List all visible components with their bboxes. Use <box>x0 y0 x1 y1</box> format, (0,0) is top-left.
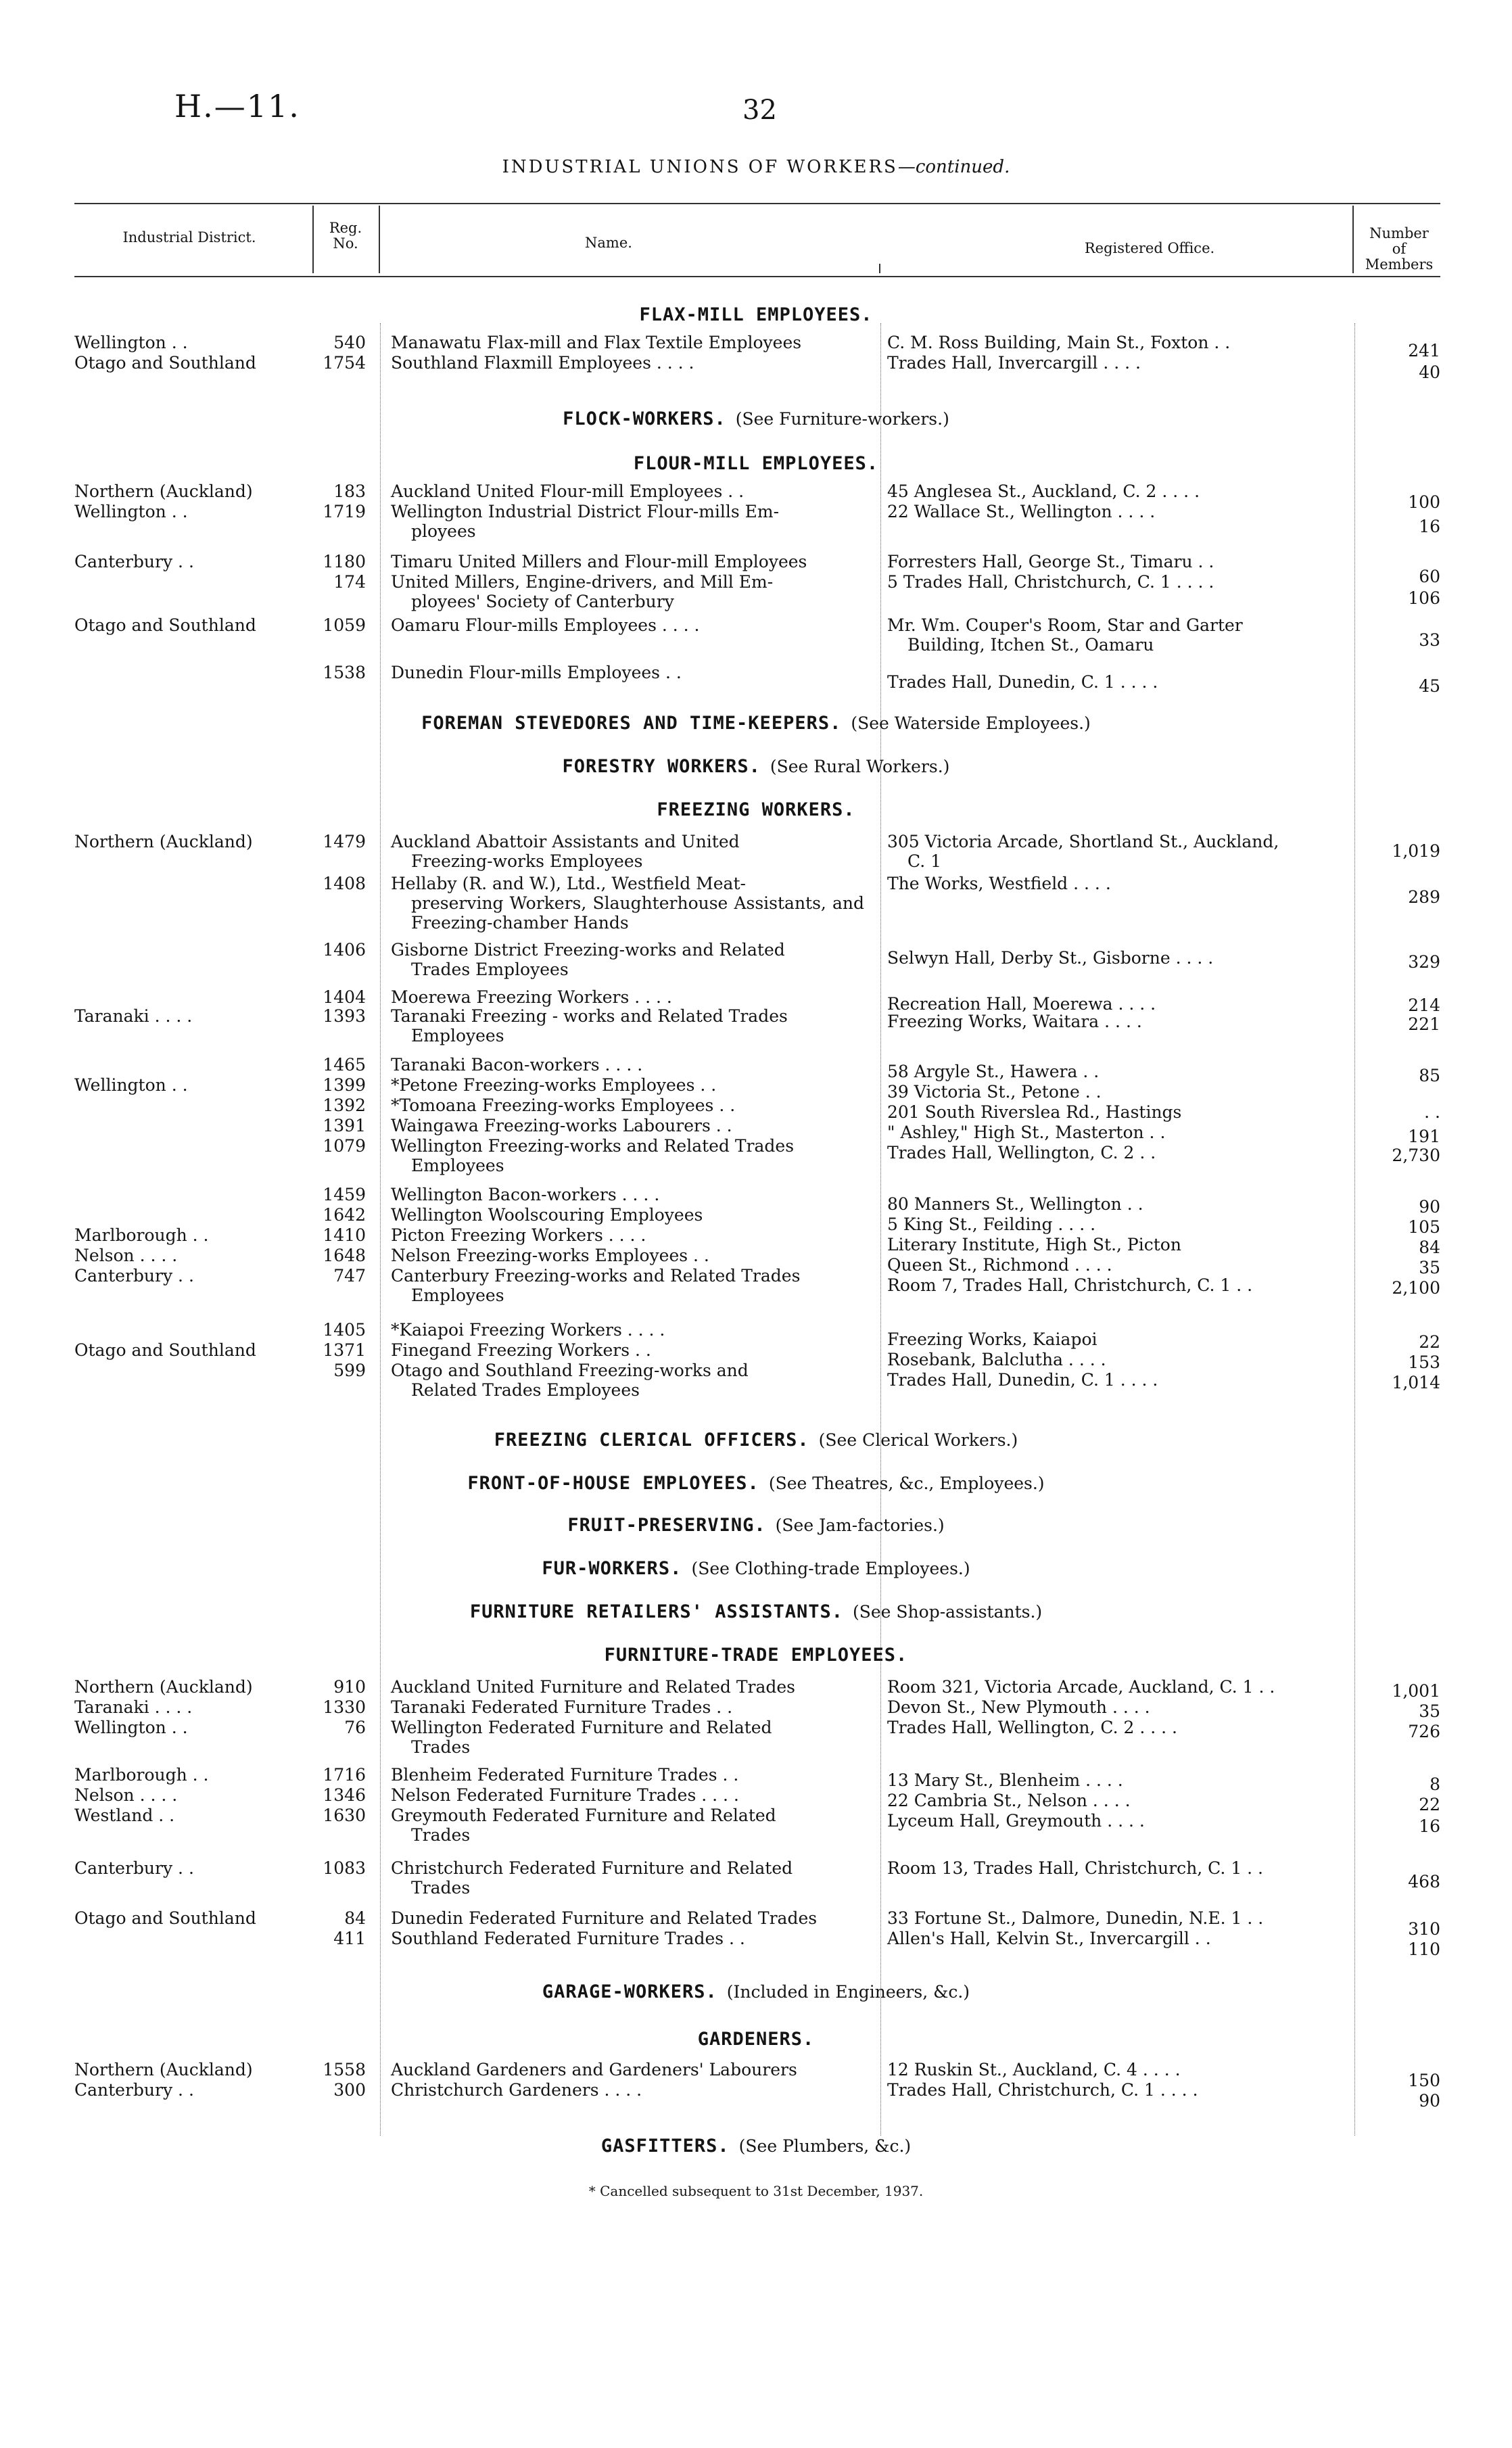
cell-district: Wellington . . <box>74 1075 188 1095</box>
name-line: Christchurch Federated Furniture and Related <box>391 1858 793 1878</box>
section-fur-workers <box>0 1558 1512 1579</box>
cell-name <box>391 502 864 541</box>
cell-members: 100 <box>1408 492 1440 512</box>
section-note: (See Rural Workers.) <box>770 757 950 776</box>
cell-office: Devon St., New Plymouth . . . . <box>887 1697 1150 1717</box>
cell-name <box>391 1806 864 1845</box>
section-freezing-clerical <box>0 1430 1512 1451</box>
column-rule <box>1354 323 1355 2136</box>
col-header-members-line: of <box>1392 241 1407 257</box>
office-line: 305 Victoria Arcade, Shortland St., Auckland, <box>887 832 1279 851</box>
section-front-of-house <box>0 1473 1512 1494</box>
cell-reg: 1391 <box>323 1116 366 1135</box>
cell-members: 150 <box>1408 2071 1440 2090</box>
cell-reg: 84 <box>344 1908 366 1928</box>
cell-members: 90 <box>1419 2091 1440 2111</box>
cell-members: 60 <box>1419 567 1440 586</box>
cell-members: 16 <box>1419 1816 1440 1836</box>
section-note: (See Shop-assistants.) <box>853 1602 1043 1622</box>
cell-members: 16 <box>1419 517 1440 536</box>
section-note: (See Theatres, &c., Employees.) <box>768 1474 1045 1493</box>
cell-office: 39 Victoria St., Petone . . <box>887 1082 1102 1102</box>
name-line: Canterbury Freezing-works and Related Trades <box>391 1266 801 1286</box>
header-bottom-rule <box>74 276 1440 277</box>
cell-name: Nelson Federated Furniture Trades . . . . <box>391 1785 739 1805</box>
cell-members: 241 <box>1408 341 1440 360</box>
cell-reg: 183 <box>333 481 366 501</box>
cell-reg: 1404 <box>323 987 366 1007</box>
name-continuation: ployees' Society of Canterbury <box>411 592 674 611</box>
cell-name: *Kaiapoi Freezing Workers . . . . <box>391 1320 665 1340</box>
cell-office: Freezing Works, Kaiapoi <box>887 1329 1097 1349</box>
cell-office: Forresters Hall, George St., Timaru . . <box>887 552 1214 571</box>
cell-members: 1,001 <box>1392 1681 1440 1701</box>
page-number: 32 <box>742 95 777 126</box>
cell-name: Moerewa Freezing Workers . . . . <box>391 987 672 1007</box>
cell-members: 2,730 <box>1392 1146 1440 1165</box>
cell-reg: 540 <box>333 333 366 352</box>
cell-district: Northern (Auckland) <box>74 1677 253 1697</box>
cell-office: Selwyn Hall, Derby St., Gisborne . . . . <box>887 948 1214 968</box>
section-note: (See Plumbers, &c.) <box>738 2136 912 2156</box>
column-rule <box>380 323 381 2136</box>
cell-members: 35 <box>1419 1701 1440 1721</box>
cell-reg: 76 <box>344 1718 366 1737</box>
name-line: Taranaki Freezing - works and Related Trades <box>391 1006 788 1026</box>
cell-name: Dunedin Flour-mills Employees . . <box>391 663 682 682</box>
cell-district: Nelson . . . . <box>74 1246 178 1265</box>
section-title: FLOCK-WORKERS. <box>563 408 726 429</box>
cell-reg: 1648 <box>323 1246 366 1265</box>
cell-name <box>391 1136 864 1175</box>
cell-office: Trades Hall, Dunedin, C. 1 . . . . <box>887 1370 1158 1390</box>
cell-name <box>391 1006 864 1045</box>
cell-office: Literary Institute, High St., Picton <box>887 1235 1181 1254</box>
section-title: GARDENERS. <box>697 2029 815 2050</box>
section-gasfitters <box>0 2136 1512 2157</box>
cell-name <box>391 874 864 933</box>
cell-members: 40 <box>1419 362 1440 382</box>
cell-members: 468 <box>1408 1872 1440 1891</box>
title-main: INDUSTRIAL UNIONS OF WORKERS <box>502 157 898 177</box>
cell-members: 289 <box>1408 887 1440 907</box>
cell-reg: 411 <box>333 1929 366 1948</box>
cell-reg: 1410 <box>323 1225 366 1245</box>
footnote: * Cancelled subsequent to 31st December, 1937. <box>588 2183 924 2199</box>
cell-office: 33 Fortune St., Dalmore, Dunedin, N.E. 1 . . <box>887 1908 1264 1928</box>
cell-office: Trades Hall, Christchurch, C. 1 . . . . <box>887 2080 1198 2100</box>
name-continuation: Employees <box>411 1026 504 1045</box>
name-continuation: Freezing-works Employees <box>411 851 643 871</box>
cell-members: . . <box>1424 1102 1440 1122</box>
cell-members: 2,100 <box>1392 1278 1440 1298</box>
name-continuation: Employees <box>411 1286 504 1305</box>
cell-name <box>391 1718 864 1757</box>
cell-members: 22 <box>1419 1795 1440 1814</box>
header-divider <box>379 206 380 273</box>
cell-name: Wellington Bacon-workers . . . . <box>391 1185 660 1204</box>
section-fruit-preserving <box>0 1515 1512 1536</box>
cell-reg: 1459 <box>323 1185 366 1204</box>
cell-office: Room 321, Victoria Arcade, Auckland, C. 1 . . <box>887 1677 1275 1697</box>
cell-district: Canterbury . . <box>74 2080 194 2100</box>
office-continuation: C. 1 <box>907 851 942 871</box>
cell-members: 153 <box>1408 1352 1440 1372</box>
cell-name <box>391 572 864 611</box>
cell-reg: 1392 <box>323 1096 366 1115</box>
cell-name: *Petone Freezing-works Employees . . <box>391 1075 717 1095</box>
cell-name: Nelson Freezing-works Employees . . <box>391 1246 709 1265</box>
cell-name: Southland Flaxmill Employees . . . . <box>391 353 694 373</box>
cell-members: 221 <box>1408 1014 1440 1034</box>
cell-office: 5 King St., Feilding . . . . <box>887 1215 1096 1234</box>
cell-name: *Tomoana Freezing-works Employees . . <box>391 1096 736 1115</box>
cell-name: Manawatu Flax-mill and Flax Textile Employees <box>391 333 802 352</box>
cell-office: 12 Ruskin St., Auckland, C. 4 . . . . <box>887 2060 1181 2079</box>
cell-district: Northern (Auckland) <box>74 2060 253 2079</box>
name-line: Greymouth Federated Furniture and Related <box>391 1806 776 1825</box>
col-header-reg-line: No. <box>333 235 358 252</box>
header-divider <box>1352 206 1354 273</box>
cell-office: C. M. Ross Building, Main St., Foxton . . <box>887 333 1231 352</box>
cell-district: Canterbury . . <box>74 1266 194 1286</box>
cell-office: Room 7, Trades Hall, Christchurch, C. 1 . . <box>887 1275 1253 1295</box>
section-title: FLAX-MILL EMPLOYEES. <box>639 304 873 325</box>
cell-reg: 1405 <box>323 1320 366 1340</box>
cell-district: Otago and Southland <box>74 615 256 635</box>
cell-district: Marlborough . . <box>74 1225 209 1245</box>
section-garage-workers <box>0 1981 1512 2002</box>
cell-reg: 1630 <box>323 1806 366 1825</box>
section-gardeners <box>0 2029 1512 2050</box>
cell-name <box>391 1361 864 1400</box>
cell-district: Northern (Auckland) <box>74 832 253 851</box>
name-continuation: Employees <box>411 1156 504 1175</box>
cell-office: Freezing Works, Waitara . . . . <box>887 1012 1142 1031</box>
name-continuation: Trades Employees <box>411 960 569 979</box>
cell-reg: 1558 <box>323 2060 366 2079</box>
cell-members: 45 <box>1419 676 1440 696</box>
section-title: GASFITTERS. <box>600 2136 730 2157</box>
section-note: (See Jam-factories.) <box>775 1515 945 1535</box>
cell-members: 310 <box>1408 1919 1440 1939</box>
col-header-members-line: Members <box>1365 256 1434 273</box>
cell-reg: 747 <box>333 1266 366 1286</box>
cell-office: Queen St., Richmond . . . . <box>887 1255 1112 1275</box>
cell-members: 33 <box>1419 630 1440 650</box>
section-furniture-retailers <box>0 1601 1512 1622</box>
cell-members: 1,019 <box>1392 841 1440 861</box>
col-header-reg <box>315 220 376 252</box>
cell-name: Oamaru Flour-mills Employees . . . . <box>391 615 700 635</box>
cell-office: Room 13, Trades Hall, Christchurch, C. 1 . . <box>887 1858 1264 1878</box>
section-freezing-workers <box>0 799 1512 820</box>
cell-members: 105 <box>1408 1217 1440 1237</box>
cell-office: Trades Hall, Wellington, C. 2 . . . . <box>887 1718 1177 1737</box>
section-title: FRUIT-PRESERVING. <box>567 1515 766 1536</box>
title-continued: —continued. <box>897 157 1010 177</box>
cell-office: 22 Wallace St., Wellington . . . . <box>887 502 1156 521</box>
cell-members: 85 <box>1419 1066 1440 1085</box>
cell-reg: 1399 <box>323 1075 366 1095</box>
cell-office: 13 Mary St., Blenheim . . . . <box>887 1770 1123 1790</box>
cell-reg: 1180 <box>323 552 366 571</box>
cell-name: Christchurch Gardeners . . . . <box>391 2080 642 2100</box>
cell-district: Wellington . . <box>74 333 188 352</box>
col-header-members-line: Number <box>1369 225 1429 241</box>
cell-reg: 1393 <box>323 1006 366 1026</box>
name-line: Auckland Abattoir Assistants and United <box>391 832 740 851</box>
cell-members: 84 <box>1419 1238 1440 1257</box>
cell-office: " Ashley," High St., Masterton . . <box>887 1123 1166 1142</box>
cell-members: 329 <box>1408 952 1440 972</box>
cell-reg: 1642 <box>323 1205 366 1225</box>
cell-district: Wellington . . <box>74 1718 188 1737</box>
cell-district: Westland . . <box>74 1806 175 1825</box>
cell-district: Marlborough . . <box>74 1765 209 1785</box>
cell-name: Taranaki Bacon-workers . . . . <box>391 1055 643 1075</box>
cell-members: 8 <box>1430 1774 1440 1794</box>
cell-reg: 1479 <box>323 832 366 851</box>
cell-members: 110 <box>1408 1939 1440 1959</box>
cell-members: 726 <box>1408 1722 1440 1741</box>
cell-reg: 1059 <box>323 615 366 635</box>
name-line: Wellington Industrial District Flour-mills Em- <box>391 502 780 521</box>
section-flour-mill <box>0 453 1512 474</box>
cell-members: 214 <box>1408 995 1440 1015</box>
column-rule <box>880 323 881 2136</box>
cell-reg: 1083 <box>323 1858 366 1878</box>
cell-name: Auckland Gardeners and Gardeners' Labourers <box>391 2060 797 2079</box>
cell-district: Taranaki . . . . <box>74 1697 193 1717</box>
cell-name <box>391 1266 864 1305</box>
cell-members: 191 <box>1408 1127 1440 1146</box>
cell-reg: 599 <box>333 1361 366 1380</box>
name-line: United Millers, Engine-drivers, and Mill Em- <box>391 572 774 592</box>
name-continuation: preserving Workers, Slaughterhouse Assistants, and Freezing-chamber Hands <box>411 893 864 933</box>
section-title: FUR-WORKERS. <box>542 1558 682 1579</box>
cell-office: Trades Hall, Wellington, C. 2 . . <box>887 1143 1156 1162</box>
section-title: FURNITURE RETAILERS' ASSISTANTS. <box>469 1601 843 1622</box>
cell-name <box>391 940 864 979</box>
cell-reg: 1079 <box>323 1136 366 1156</box>
cell-office: 5 Trades Hall, Christchurch, C. 1 . . . . <box>887 572 1214 592</box>
cell-members: 22 <box>1419 1332 1440 1352</box>
name-continuation: Trades <box>411 1825 471 1845</box>
section-title: FREEZING CLERICAL OFFICERS. <box>494 1430 809 1451</box>
cell-name: Picton Freezing Workers . . . . <box>391 1225 646 1245</box>
col-header-reg-line: Reg. <box>329 220 362 236</box>
cell-district: Wellington . . <box>74 502 188 521</box>
cell-reg: 910 <box>333 1677 366 1697</box>
office-line: Mr. Wm. Couper's Room, Star and Garter <box>887 615 1243 635</box>
cell-reg: 1754 <box>323 353 366 373</box>
cell-district: Canterbury . . <box>74 552 194 571</box>
office-continuation: Building, Itchen St., Oamaru <box>907 635 1154 655</box>
cell-members: 1,014 <box>1392 1373 1440 1392</box>
section-flock-workers <box>0 408 1512 429</box>
col-header-office: Registered Office. <box>1084 240 1215 256</box>
cell-name: Taranaki Federated Furniture Trades . . <box>391 1697 733 1717</box>
section-title: FORESTRY WORKERS. <box>562 756 761 777</box>
header-divider <box>312 206 314 273</box>
cell-reg: 174 <box>333 572 366 592</box>
cell-office: Trades Hall, Dunedin, C. 1 . . . . <box>887 672 1158 692</box>
cell-office: Allen's Hall, Kelvin St., Invercargill . . <box>887 1929 1211 1948</box>
section-title: FRONT-OF-HOUSE EMPLOYEES. <box>467 1473 759 1494</box>
cell-name: Blenheim Federated Furniture Trades . . <box>391 1765 739 1785</box>
section-title: FURNITURE-TRADE EMPLOYEES. <box>604 1645 908 1666</box>
cell-reg: 1330 <box>323 1697 366 1717</box>
cell-office: 45 Anglesea St., Auckland, C. 2 . . . . <box>887 481 1200 501</box>
name-line: Hellaby (R. and W.), Ltd., Westfield Meat- <box>391 874 746 893</box>
cell-district: Otago and Southland <box>74 353 256 373</box>
name-continuation: ployees <box>411 521 476 541</box>
name-line: Wellington Freezing-works and Related Trades <box>391 1136 795 1156</box>
cell-office: Recreation Hall, Moerewa . . . . <box>887 994 1156 1014</box>
cell-district: Otago and Southland <box>74 1340 256 1360</box>
name-line: Wellington Federated Furniture and Related <box>391 1718 772 1737</box>
cell-office: Rosebank, Balclutha . . . . <box>887 1350 1106 1369</box>
cell-reg: 1716 <box>323 1765 366 1785</box>
section-flax-mill <box>0 304 1512 325</box>
section-note: (See Furniture-workers.) <box>735 409 949 429</box>
cell-name: Auckland United Flour-mill Employees . . <box>391 481 745 501</box>
section-title: FOREMAN STEVEDORES AND TIME-KEEPERS. <box>421 713 842 734</box>
col-header-district: Industrial District. <box>122 229 256 245</box>
cell-name <box>391 1858 864 1898</box>
cell-name: Finegand Freezing Workers . . <box>391 1340 651 1360</box>
cell-members: 106 <box>1408 588 1440 608</box>
page-title <box>0 157 1512 177</box>
col-header-members <box>1355 226 1443 273</box>
section-forestry-workers <box>0 756 1512 777</box>
section-furniture-trade <box>0 1645 1512 1666</box>
cell-name: Auckland United Furniture and Related Trades <box>391 1677 795 1697</box>
cell-office: Trades Hall, Invercargill . . . . <box>887 353 1141 373</box>
cell-reg: 1406 <box>323 940 366 960</box>
name-line: Gisborne District Freezing-works and Related <box>391 940 785 960</box>
cell-district: Nelson . . . . <box>74 1785 178 1805</box>
cell-name: Wellington Woolscouring Employees <box>391 1205 703 1225</box>
cell-district: Taranaki . . . . <box>74 1006 193 1026</box>
cell-office: 58 Argyle St., Hawera . . <box>887 1062 1100 1081</box>
cell-reg: 300 <box>333 2080 366 2100</box>
cell-office <box>887 832 1347 871</box>
cell-office <box>887 615 1347 655</box>
cell-name <box>391 832 864 871</box>
cell-district: Canterbury . . <box>74 1858 194 1878</box>
section-foreman-stevedores <box>0 713 1512 734</box>
section-title: GARAGE-WORKERS. <box>542 1981 717 2002</box>
section-note: (Included in Engineers, &c.) <box>726 1982 970 2002</box>
col-header-name: Name. <box>585 235 632 251</box>
name-line: Otago and Southland Freezing-works and <box>391 1361 749 1380</box>
section-title: FREEZING WORKERS. <box>657 799 855 820</box>
cell-reg: 1371 <box>323 1340 366 1360</box>
cell-reg: 1346 <box>323 1785 366 1805</box>
cell-office: 201 South Riverslea Rd., Hastings <box>887 1102 1182 1122</box>
cell-name: Waingawa Freezing-works Labourers . . <box>391 1116 732 1135</box>
cell-members: 90 <box>1419 1197 1440 1217</box>
cell-reg: 1719 <box>323 502 366 521</box>
section-note: (See Clerical Workers.) <box>818 1430 1018 1450</box>
cell-district: Northern (Auckland) <box>74 481 253 501</box>
cell-office: 80 Manners St., Wellington . . <box>887 1194 1143 1214</box>
name-continuation: Related Trades Employees <box>411 1380 640 1400</box>
cell-office: Lyceum Hall, Greymouth . . . . <box>887 1811 1145 1831</box>
name-continuation: Trades <box>411 1878 471 1898</box>
section-note: (See Waterside Employees.) <box>851 713 1091 733</box>
section-title: FLOUR-MILL EMPLOYEES. <box>633 453 879 474</box>
header-divider <box>879 264 880 273</box>
cell-reg: 1465 <box>323 1055 366 1075</box>
cell-name: Southland Federated Furniture Trades . . <box>391 1929 745 1948</box>
cell-name: Timaru United Millers and Flour-mill Employees <box>391 552 807 571</box>
cell-name: Dunedin Federated Furniture and Related Trades <box>391 1908 818 1928</box>
cell-office: The Works, Westfield . . . . <box>887 874 1111 893</box>
cell-reg: 1408 <box>323 874 366 893</box>
document-reference: H.—11. <box>174 88 300 124</box>
name-continuation: Trades <box>411 1737 471 1757</box>
cell-office: 22 Cambria St., Nelson . . . . <box>887 1791 1131 1810</box>
cell-reg: 1538 <box>323 663 366 682</box>
section-note: (See Clothing-trade Employees.) <box>691 1559 970 1578</box>
cell-district: Otago and Southland <box>74 1908 256 1928</box>
cell-members: 35 <box>1419 1258 1440 1277</box>
header-top-rule <box>74 203 1440 204</box>
